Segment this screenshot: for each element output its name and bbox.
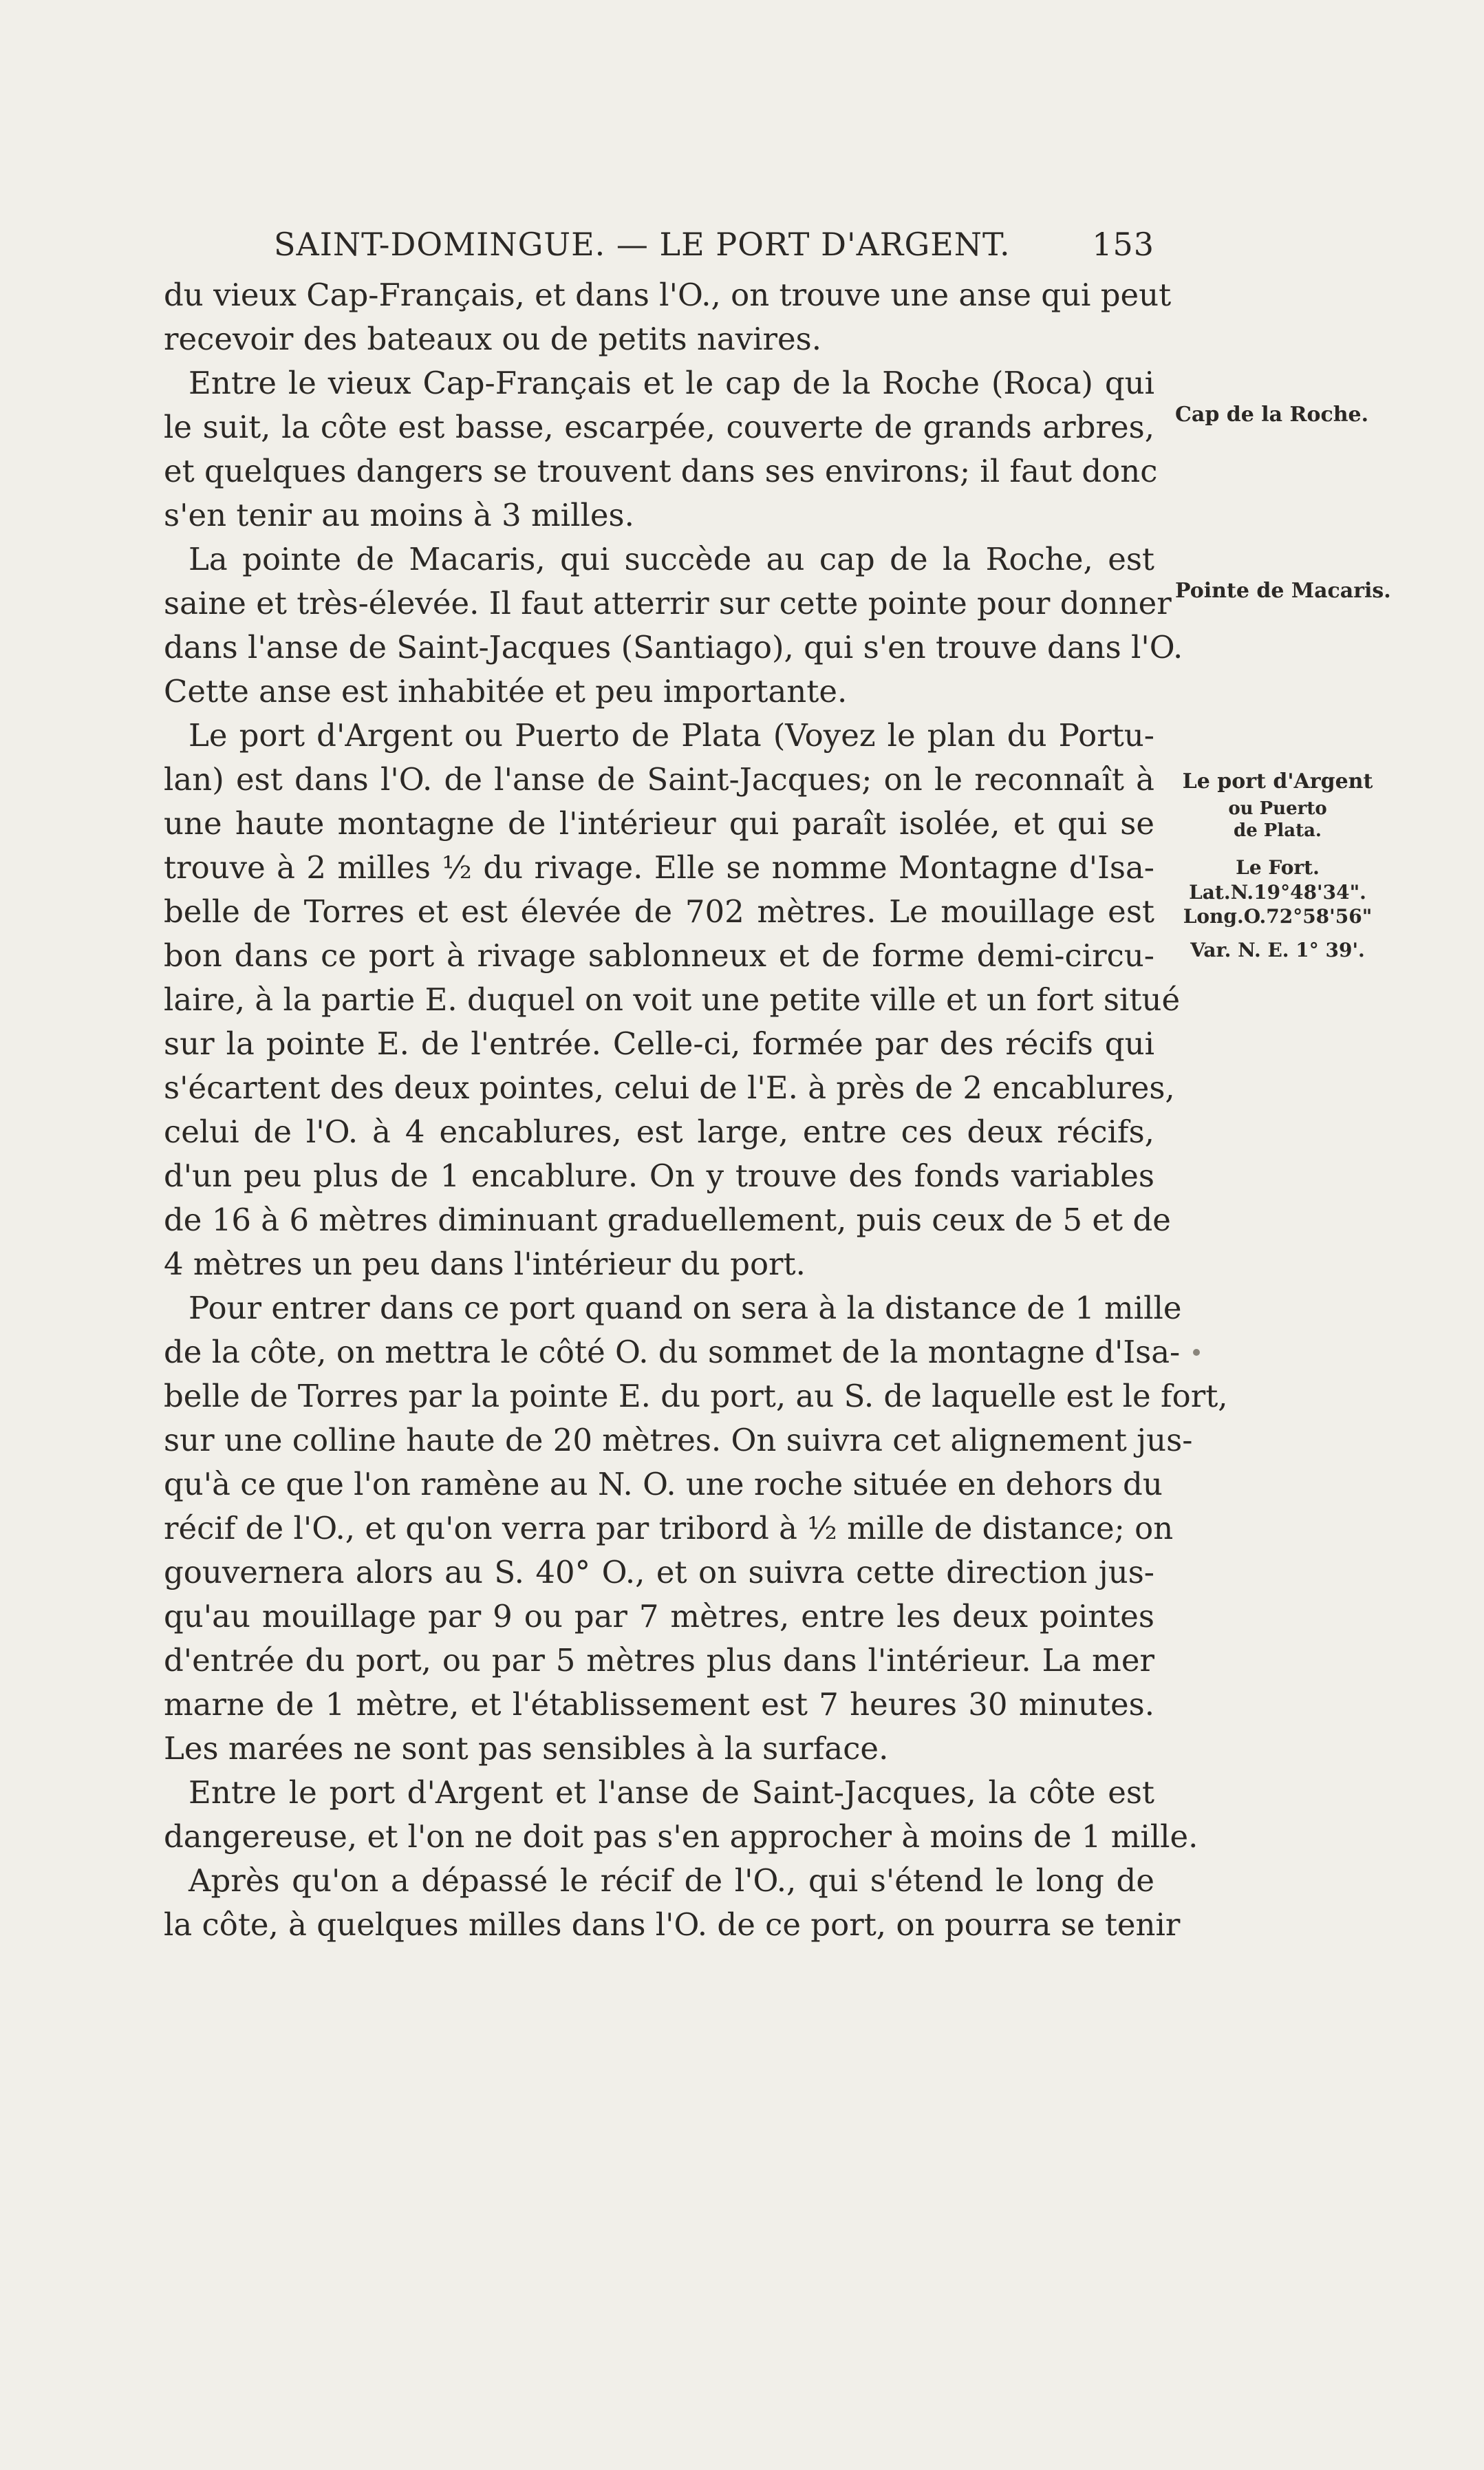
- text-line: laire, à la partie E. duquel on voit une petite ville et un fort situé: [164, 981, 1181, 1018]
- text-line: du vieux Cap-Français, et dans l'O., on trouve une anse qui peut: [164, 277, 1172, 313]
- text-line: et quelques dangers se trouvent dans ses environs; il faut donc: [164, 453, 1158, 489]
- text-line: d'entrée du port, ou par 5 mètres plus dans l'intérieur. La mer: [164, 1642, 1154, 1679]
- text-line: Le port d'Argent ou Puerto de Plata (Voyez le plan du Portu-: [189, 717, 1154, 754]
- text-line: lan) est dans l'O. de l'anse de Saint-Jacques; on le reconnaît à: [164, 761, 1154, 798]
- margin-note-pointe-macaris: Pointe de Macaris.: [1175, 579, 1391, 603]
- text-line: sur la pointe E. de l'entrée. Celle-ci, formée par des récifs qui: [164, 1025, 1154, 1062]
- text-line: Après qu'on a dépassé le récif de l'O., qui s'étend le long de: [189, 1862, 1154, 1899]
- text-line: belle de Torres par la pointe E. du port, au S. de laquelle est le fort,: [164, 1378, 1228, 1414]
- text-line: bon dans ce port à rivage sablonneux et de forme demi-circu-: [164, 937, 1154, 974]
- text-line: Les marées ne sont pas sensibles à la surface.: [164, 1730, 889, 1767]
- page-number: 153: [1092, 226, 1154, 263]
- running-title: SAINT-DOMINGUE. — LE PORT D'ARGENT.: [274, 226, 1011, 263]
- text-line: marne de 1 mètre, et l'établissement est 7 heures 30 minutes.: [164, 1686, 1154, 1723]
- ink-speck: [1193, 1349, 1200, 1356]
- text-line: sur une colline haute de 20 mètres. On suivra cet alignement jus-: [164, 1422, 1193, 1458]
- margin-note-variation: Var. N. E. 1° 39'.: [1190, 939, 1365, 961]
- text-line: 4 mètres un peu dans l'intérieur du port.: [164, 1246, 806, 1282]
- text-line: trouve à 2 milles ½ du rivage. Elle se nomme Montagne d'Isa-: [164, 849, 1154, 886]
- margin-note-port-argent: de Plata.: [1234, 820, 1322, 841]
- text-line: s'en tenir au moins à 3 milles.: [164, 497, 634, 533]
- text-line: dangereuse, et l'on ne doit pas s'en approcher à moins de 1 mille.: [164, 1818, 1198, 1855]
- text-line: gouvernera alors au S. 40° O., et on suivra cette direction jus-: [164, 1554, 1154, 1590]
- text-line: Entre le port d'Argent et l'anse de Saint-Jacques, la côte est: [189, 1774, 1154, 1811]
- text-line: belle de Torres et est élevée de 702 mètres. Le mouillage est: [164, 893, 1154, 930]
- text-line: d'un peu plus de 1 encablure. On y trouve des fonds variables: [164, 1158, 1154, 1194]
- text-line: qu'à ce que l'on ramène au N. O. une roche située en dehors du: [164, 1466, 1163, 1502]
- margin-note-cap-roche: Cap de la Roche.: [1175, 403, 1369, 427]
- text-line: de la côte, on mettra le côté O. du sommet de la montagne d'Isa-: [164, 1334, 1181, 1370]
- text-line: récif de l'O., et qu'on verra par tribord à ½ mille de distance; on: [164, 1510, 1174, 1546]
- running-header: [274, 226, 1154, 263]
- margin-note-port-argent: ou Puerto: [1228, 798, 1327, 819]
- text-line: dans l'anse de Saint-Jacques (Santiago), qui s'en trouve dans l'O.: [164, 629, 1183, 666]
- text-line: celui de l'O. à 4 encablures, est large, entre ces deux récifs,: [164, 1114, 1154, 1150]
- margin-note-port-argent: Le port d'Argent: [1182, 769, 1373, 794]
- text-line: de 16 à 6 mètres diminuant graduellement, puis ceux de 5 et de: [164, 1202, 1171, 1238]
- text-line: qu'au mouillage par 9 ou par 7 mètres, entre les deux pointes: [164, 1598, 1154, 1635]
- text-line: le suit, la côte est basse, escarpée, couverte de grands arbres,: [164, 409, 1154, 445]
- text-line: une haute montagne de l'intérieur qui paraît isolée, et qui se: [164, 805, 1154, 842]
- text-line: la côte, à quelques milles dans l'O. de ce port, on pourra se tenir: [164, 1906, 1181, 1943]
- text-line: Entre le vieux Cap-Français et le cap de la Roche (Roca) qui: [189, 365, 1154, 401]
- text-line: recevoir des bateaux ou de petits navires.: [164, 321, 822, 357]
- margin-note-le-fort: Le Fort.: [1236, 856, 1320, 879]
- text-line: saine et très-élevée. Il faut atterrir sur cette pointe pour donner: [164, 585, 1172, 621]
- text-line: La pointe de Macaris, qui succède au cap de la Roche, est: [189, 541, 1154, 577]
- margin-note-latitude: Lat.N.19°48'34".: [1189, 881, 1366, 904]
- text-line: Cette anse est inhabitée et peu importante.: [164, 673, 848, 710]
- text-line: Pour entrer dans ce port quand on sera à la distance de 1 mille: [189, 1290, 1182, 1326]
- text-line: s'écartent des deux pointes, celui de l'E. à près de 2 encablures,: [164, 1069, 1175, 1106]
- margin-note-longitude: Long.O.72°58'56": [1183, 905, 1373, 928]
